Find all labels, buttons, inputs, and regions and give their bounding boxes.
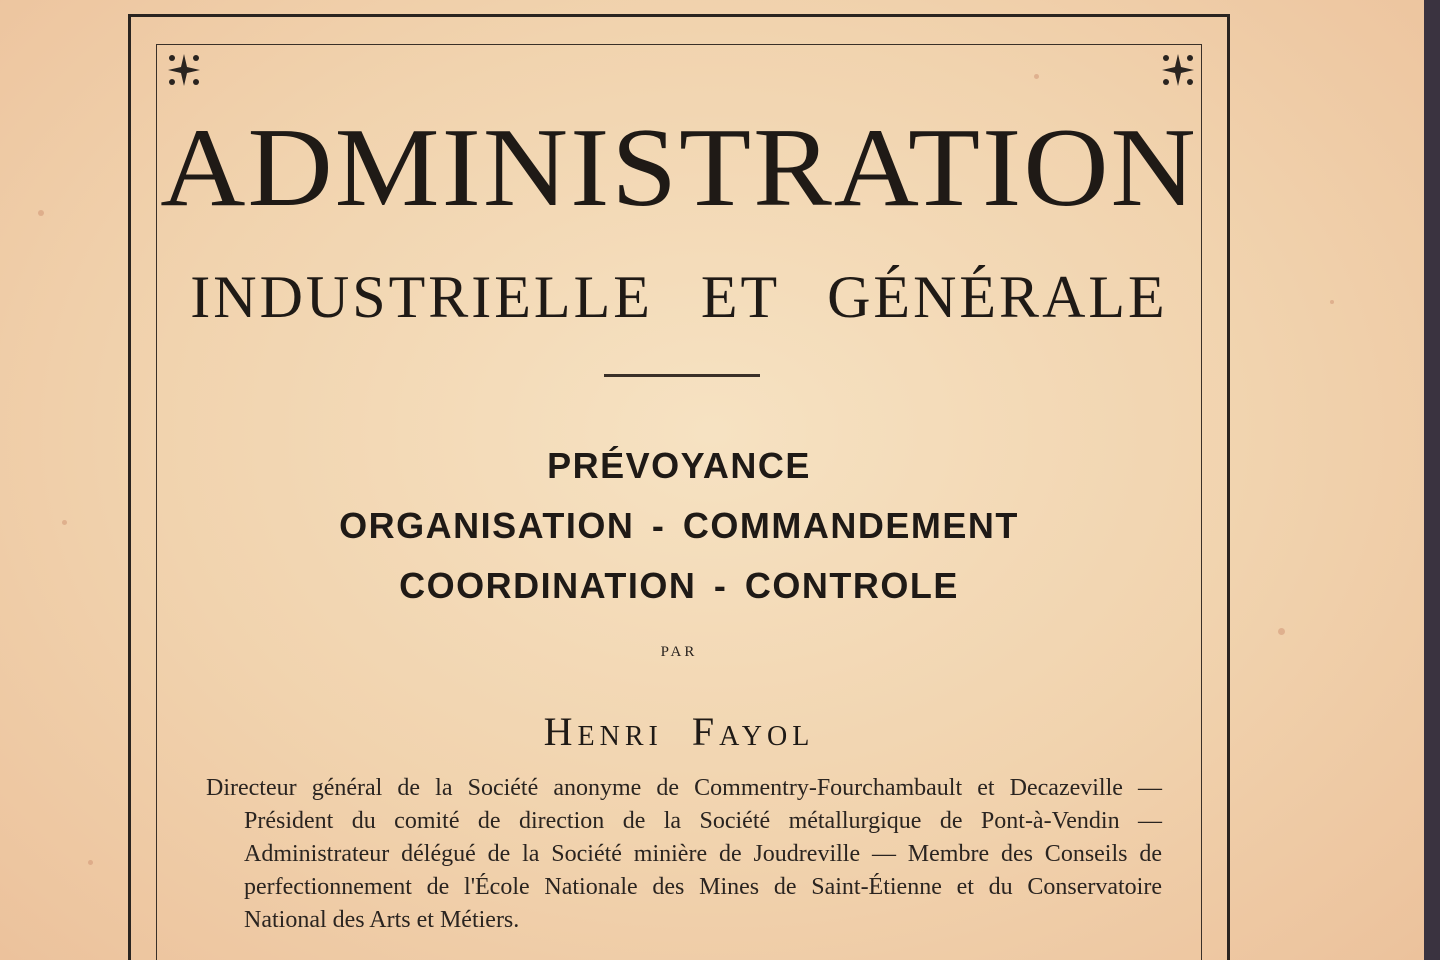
paper-speck	[88, 860, 93, 865]
by-label: PAR	[660, 644, 698, 660]
book-subtitle: INDUSTRIELLE ET GÉNÉRALE	[190, 264, 1168, 330]
topic-line-2: ORGANISATION - COMMANDEMENT	[339, 505, 1019, 546]
book-title: ADMINISTRATION	[160, 105, 1198, 230]
title-divider-rule	[604, 374, 760, 377]
paper-speck	[62, 520, 67, 525]
paper-speck	[38, 210, 44, 216]
paper-speck	[1330, 300, 1334, 304]
paper-speck	[1278, 628, 1285, 635]
author-biography: Directeur général de la Société anonyme de Commentry-Fourchambault et Decazeville — Président du comité de direction de la Société métallurgique de Pont-à-Vendin — Administrateur délégué de la Société minière de Joudreville — Membre des Conseils de perfectionnement de l'École Nationale des Mines de Saint-Étienne et du Conservatoire National des Arts et Métiers.	[206, 775, 1162, 933]
topic-line-1: PRÉVOYANCE	[547, 445, 811, 486]
author-name: Henri Fayol	[543, 709, 815, 754]
topic-line-3: COORDINATION - CONTROLE	[399, 565, 959, 606]
fleuron-ornament-icon	[164, 50, 204, 90]
fleuron-ornament-icon	[1158, 50, 1198, 90]
